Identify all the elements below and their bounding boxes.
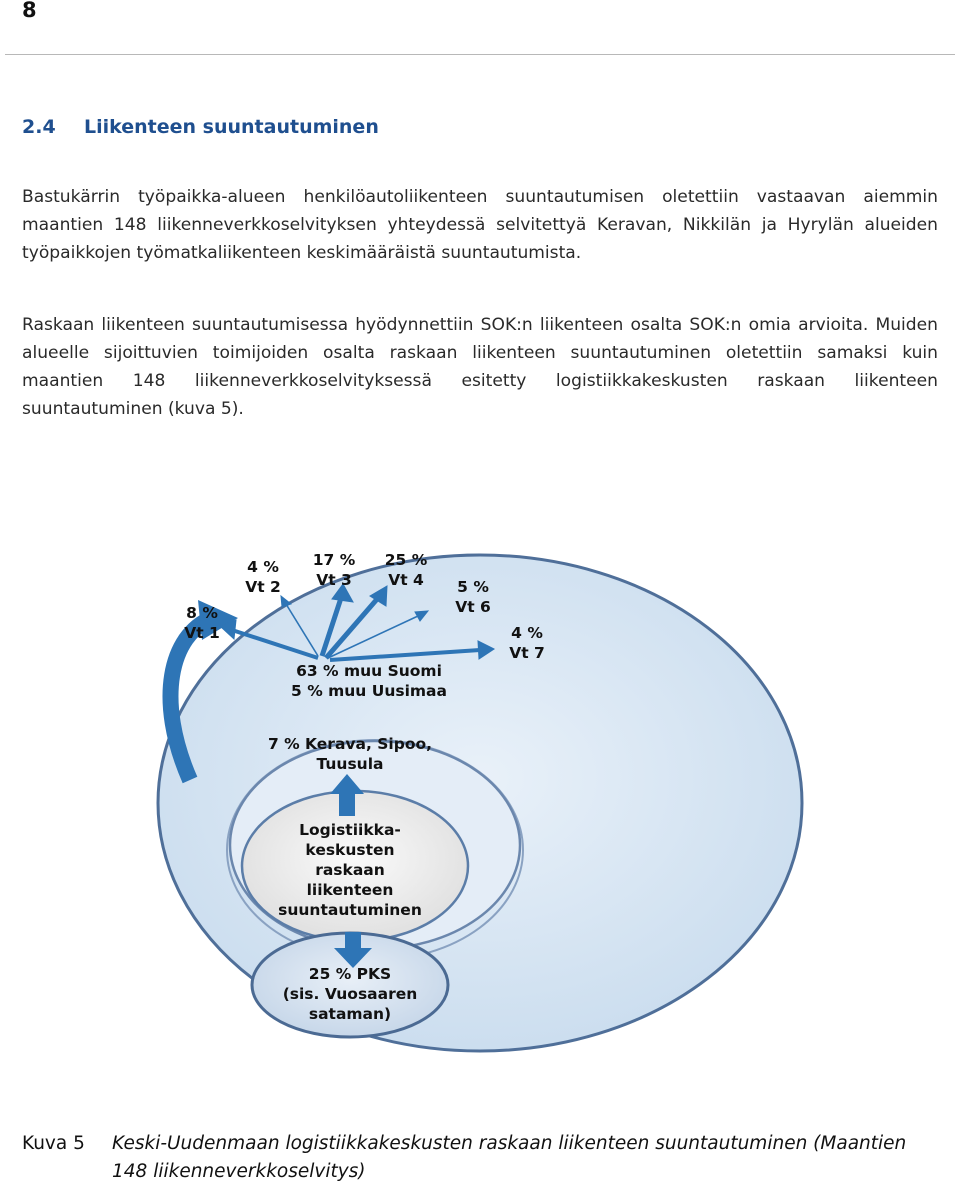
center-line-5: suuntautuminen <box>278 901 422 919</box>
section-heading <box>22 116 379 138</box>
pks-line-1: 25 % PKS <box>308 965 392 983</box>
body-paragraph-1: Bastukärrin työpaikka-alueen henkilöautoliikenteen suuntautumisen oletettiin vastaavan aiemmin maantien 148 liikenneverkkoselvityksen yhteydessä selvitettyä Keravan, Nikkilän ja Hyrylän alueiden työpaikkojen työmatkaliikenteen keskimääräistä suuntautumista. <box>22 187 938 263</box>
route-road-1: Vt 2 <box>245 578 281 596</box>
route-road-2: Vt 3 <box>316 571 352 589</box>
center-line-4: liikenteen <box>306 881 394 899</box>
up-arrow-shaft <box>339 792 355 816</box>
diagram-canvas <box>150 540 810 1100</box>
route-percent-0: 8 % <box>186 604 218 622</box>
route-percent-5: 4 % <box>511 624 543 642</box>
other-destinations-line2: 5 % muu Uusimaa <box>291 682 447 700</box>
center-line-3: raskaan <box>315 861 385 879</box>
down-arrow-shaft <box>345 932 361 950</box>
neighbours-line1: 7 % Kerava, Sipoo, <box>267 735 433 753</box>
traffic-direction-diagram <box>150 540 810 1100</box>
caption-label: Kuva 5 <box>22 1133 85 1154</box>
route-road-4: Vt 6 <box>455 598 491 616</box>
figure-caption <box>22 1130 942 1186</box>
neighbours-line2: Tuusula <box>316 755 384 773</box>
body-paragraph-2: Raskaan liikenteen suuntautumisessa hyödynnettiin SOK:n liikenteen osalta SOK:n omia arvioita. Muiden alueelle sijoittuvien toimijoiden osalta raskaan liikenteen suuntautuminen oletettiin samaksi kuin maantien 148 liikenneverkkoselvityksessä esitetty logistiikkakeskusten raskaan liikenteen suuntautuminen (kuva 5). <box>22 315 938 419</box>
caption-text: Keski-Uudenmaan logistiikkakeskusten raskaan liikenteen suuntautuminen (Maantien 148 liikenneverkkoselvitys) <box>112 1133 907 1182</box>
section-title: Liikenteen suuntautuminen <box>84 116 379 138</box>
other-destinations-line1: 63 % muu Suomi <box>296 662 442 680</box>
page-number: 8 <box>22 0 37 22</box>
pks-line-3: sataman) <box>308 1005 392 1023</box>
route-road-5: Vt 7 <box>509 644 545 662</box>
route-percent-4: 5 % <box>457 578 489 596</box>
pks-line-2: (sis. Vuosaaren <box>282 985 418 1003</box>
route-percent-3: 25 % <box>384 551 428 569</box>
route-road-0: Vt 1 <box>184 624 220 642</box>
center-line-1: Logistiikka- <box>299 821 401 839</box>
section-number: 2.4 <box>22 116 56 138</box>
route-road-3: Vt 4 <box>388 571 424 589</box>
route-percent-1: 4 % <box>247 558 279 576</box>
route-percent-2: 17 % <box>312 551 356 569</box>
header-divider <box>5 54 955 55</box>
center-line-2: keskusten <box>305 841 395 859</box>
